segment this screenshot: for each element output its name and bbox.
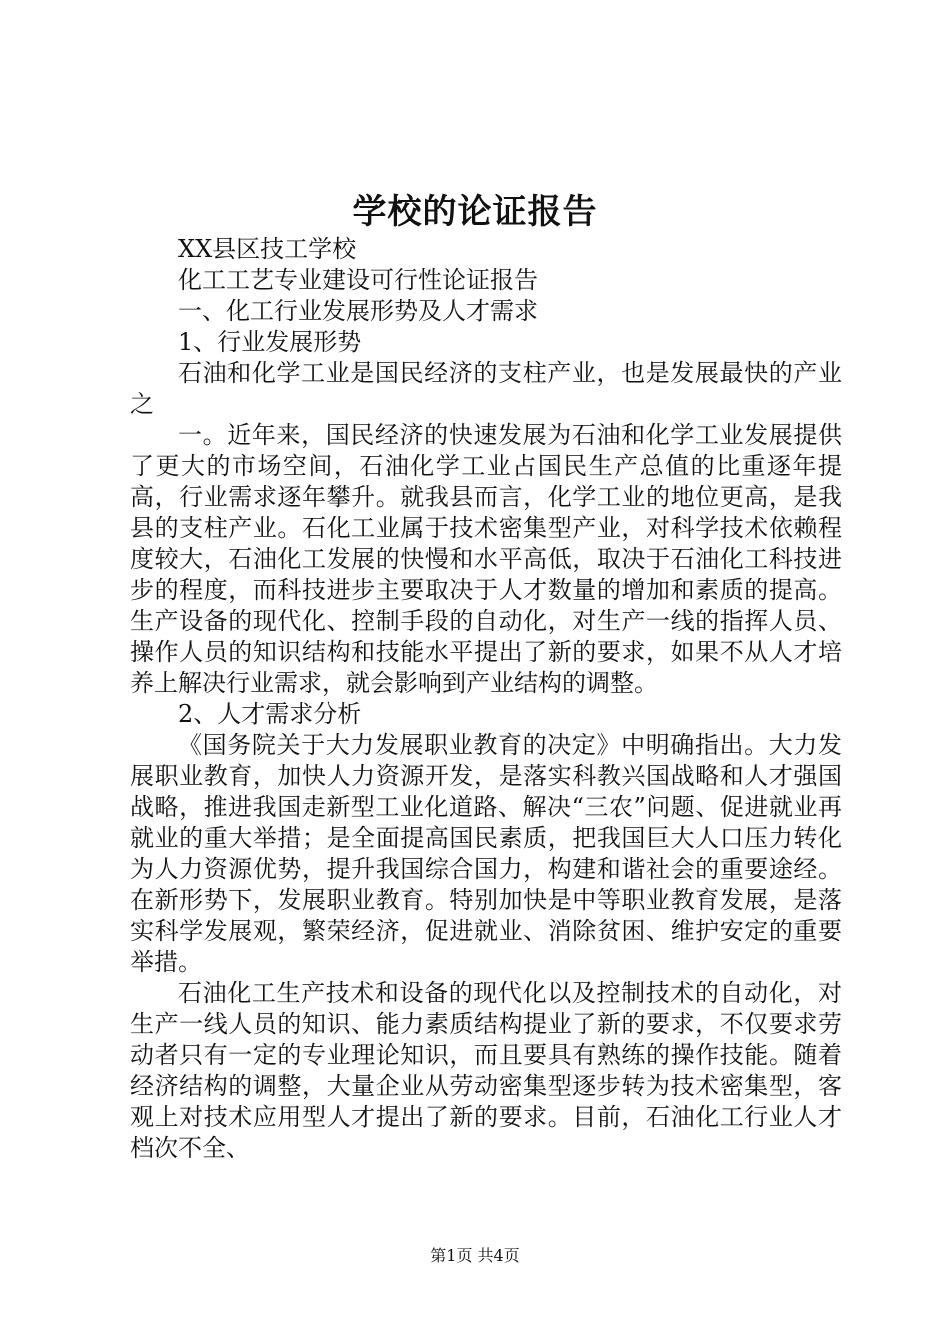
document-title: 学校的论证报告 (352, 192, 598, 232)
subsection-heading-2: 2、人才需求分析 (178, 700, 362, 728)
paragraph-report-name: 化工工艺专业建设可行性论证报告 (178, 266, 538, 294)
paragraph-talent-demand: 石油化工生产技术和设备的现代化以及控制技术的自动化，对生产一线人员的知识、能力素质结构提业了新的要求，不仅要求劳动者只有一定的专业理论知识，而且要具有熟练的操作技能。随着经济结构的调整，大量企业从劳动密集型逐步转为技术密集型，客观上对技术应用型人才提出了新的要求。目前，石油化工行业人才档次不全、 (130, 979, 842, 1162)
paragraph-industry-development: 一。近年来，国民经济的快速发展为石油和化学工业发展提供了更大的市场空间，石油化学工业占国民生产总值的比重逐年提高，行业需求逐年攀升。就我县而言，化学工业的地位更高，是我县的支柱产业。石化工业属于技术密集型产业，对科学技术依赖程度较大，石油化工发展的快慢和水平高低，取决于石油化工科技进步的程度，而科技进步主要取决于人才数量的增加和素质的提高。生产设备的现代化、控制手段的自动化，对生产一线的指挥人员、操作人员的知识结构和技能水平提出了新的要求，如果不从人才培养上解决行业需求，就会影响到产业结构的调整。 (130, 421, 842, 697)
paragraph-industry-intro: 石油和化学工业是国民经济的支柱产业，也是发展最快的产业之 (130, 359, 842, 418)
document-body (130, 234, 842, 1164)
page-footer: 第1页 共4页 (430, 1246, 520, 1265)
paragraph-policy: 《国务院关于大力发展职业教育的决定》中明确指出。大力发展职业教育，加快人力资源开发，是落实科教兴国战略和人才强国战略，推进我国走新型工业化道路、解决“三农”问题、促进就业再就业的重大举措；是全面提高国民素质，把我国巨大人口压力转化为人力资源优势，提升我国综合国力，构建和谐社会的重要途经。在新形势下，发展职业教育。特别加快是中等职业教育发展，是落实科学发展观，繁荣经济，促进就业、消除贫困、维护安定的重要举措。 (130, 731, 842, 976)
section-heading-1: 一、化工行业发展形势及人才需求 (178, 297, 538, 325)
paragraph-school-name: XX县区技工学校 (178, 235, 357, 263)
subsection-heading-1: 1、行业发展形势 (178, 328, 362, 356)
